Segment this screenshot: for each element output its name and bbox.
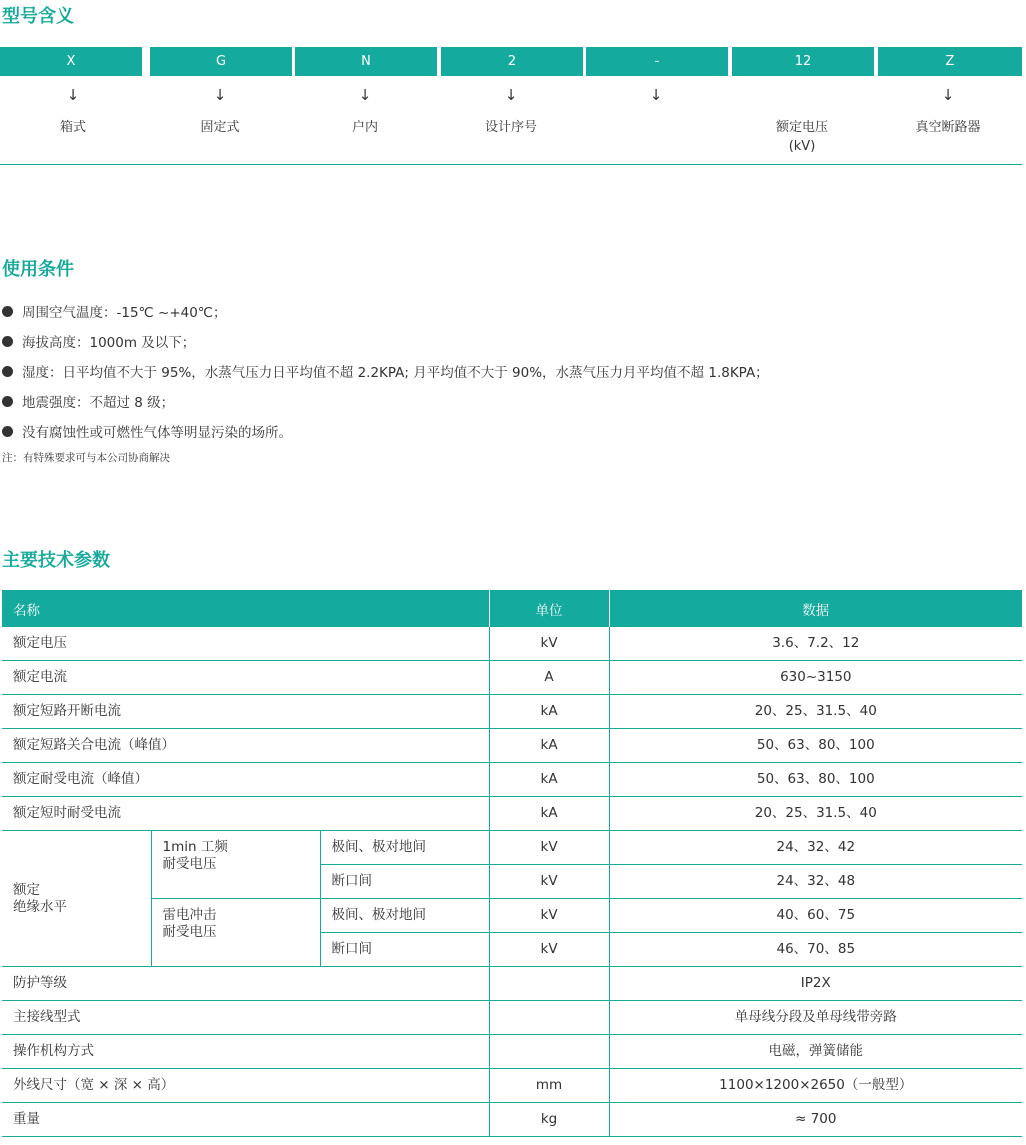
table-row <box>2 1103 1022 1137</box>
param-name: 额定耐受电流（峰值） <box>2 763 489 797</box>
list-item: 没有腐蚀性或可燃性气体等明显污染的场所。 <box>2 416 769 446</box>
table-row <box>2 797 1022 831</box>
param-value: 单母线分段及单母线带旁路 <box>609 1001 1022 1035</box>
param-value: 电磁，弹簧储能 <box>609 1035 1022 1069</box>
param-unit: kA <box>489 695 609 729</box>
model-code-cell: 2 <box>441 47 583 76</box>
param-name: 断口间 <box>320 865 489 899</box>
table-row <box>2 899 1022 933</box>
param-value: 24、32、42 <box>609 831 1022 865</box>
param-unit: A <box>489 661 609 695</box>
param-value: IP2X <box>609 967 1022 1001</box>
bullet-icon <box>2 336 13 347</box>
bullet-icon <box>2 426 13 437</box>
param-name: 额定电流 <box>2 661 489 695</box>
model-code-meaning: 箱式 <box>59 120 86 135</box>
list-item: 海拔高度：1000m 及以下； <box>2 326 769 356</box>
model-code-cell: 12 <box>732 47 874 76</box>
param-name: 额定短时耐受电流 <box>2 797 489 831</box>
conditions-note: 注：有特殊要求可与本公司协商解决 <box>2 452 170 464</box>
table-header-row <box>2 590 1022 627</box>
model-code-cell: Z <box>878 47 1022 76</box>
header-data: 数据 <box>609 590 1022 627</box>
table-row <box>2 627 1022 661</box>
model-code-cell: X <box>0 47 142 76</box>
param-value: 20、25、31.5、40 <box>609 695 1022 729</box>
table-row <box>2 661 1022 695</box>
header-unit: 单位 <box>489 590 609 627</box>
list-item: 周围空气温度：-15℃ ~+40℃； <box>2 296 769 326</box>
param-name: 断口间 <box>320 933 489 967</box>
model-code-meaning: 户内 <box>351 120 378 135</box>
table-row <box>2 1035 1022 1069</box>
param-name: 极间、极对地间 <box>320 831 489 865</box>
table-row <box>2 967 1022 1001</box>
down-arrow-icon: ↓ <box>213 86 227 104</box>
params-title: 主要技术参数 <box>2 550 110 571</box>
table-row <box>2 729 1022 763</box>
table-row <box>2 831 1022 865</box>
table-row <box>2 1001 1022 1035</box>
param-unit: kV <box>489 933 609 967</box>
down-arrow-icon: ↓ <box>66 86 80 104</box>
param-name: 外线尺寸（宽 × 深 × 高） <box>2 1069 489 1103</box>
model-meaning-title: 型号含义 <box>2 6 74 27</box>
param-name: 重量 <box>2 1103 489 1137</box>
param-unit <box>489 967 609 1001</box>
param-name: 额定电压 <box>2 627 489 661</box>
param-unit: kV <box>489 899 609 933</box>
param-unit <box>489 1035 609 1069</box>
param-unit <box>489 1001 609 1035</box>
param-value: 630~3150 <box>609 661 1022 695</box>
param-value: 50、63、80、100 <box>609 763 1022 797</box>
header-name: 名称 <box>2 590 489 627</box>
param-value: 24、32、48 <box>609 865 1022 899</box>
model-code-meaning: 设计序号 <box>484 120 537 135</box>
param-name: 防护等级 <box>2 967 489 1001</box>
bullet-icon <box>2 306 13 317</box>
param-unit: kA <box>489 763 609 797</box>
bullet-icon <box>2 396 13 407</box>
param-value: 1100×1200×2650（一般型） <box>609 1069 1022 1103</box>
model-code-cell: G <box>150 47 292 76</box>
param-name: 额定短路开断电流 <box>2 695 489 729</box>
model-code-meaning: 真空断路器 <box>915 120 981 135</box>
table-row <box>2 1069 1022 1103</box>
param-unit: kA <box>489 797 609 831</box>
insulation-sub-label: 1min 工频 耐受电压 <box>151 831 320 899</box>
model-code-cell: - <box>586 47 728 76</box>
model-code-meaning: 固定式 <box>200 120 240 135</box>
param-value: 20、25、31.5、40 <box>609 797 1022 831</box>
param-unit: kg <box>489 1103 609 1137</box>
param-value: 50、63、80、100 <box>609 729 1022 763</box>
bullet-icon <box>2 366 13 377</box>
down-arrow-icon: ↓ <box>504 86 518 104</box>
param-unit: kV <box>489 831 609 865</box>
table-row <box>2 763 1022 797</box>
down-arrow-icon: ↓ <box>941 86 955 104</box>
list-item: 湿度：日平均值不大于 95%，水蒸气压力日平均值不超 2.2KPA; 月平均值不大于 90%，水蒸气压力月平均值不超 1.8KPA； <box>2 356 769 386</box>
param-value: ≈ 700 <box>609 1103 1022 1137</box>
down-arrow-icon: ↓ <box>358 86 372 104</box>
down-arrow-icon: ↓ <box>649 86 663 104</box>
param-name: 主接线型式 <box>2 1001 489 1035</box>
param-value: 46、70、85 <box>609 933 1022 967</box>
param-value: 3.6、7.2、12 <box>609 627 1022 661</box>
params-table <box>2 590 1022 1137</box>
section-divider <box>0 164 1022 165</box>
param-unit: kV <box>489 865 609 899</box>
insulation-sub-label: 雷电冲击 耐受电压 <box>151 899 320 967</box>
param-unit: mm <box>489 1069 609 1103</box>
list-item: 地震强度：不超过 8 级； <box>2 386 769 416</box>
model-code-meaning: 额定电压 (kV) <box>775 120 828 154</box>
conditions-list <box>2 296 769 446</box>
param-name: 操作机构方式 <box>2 1035 489 1069</box>
insulation-group-label: 额定 绝缘水平 <box>2 831 151 967</box>
model-code-cell: N <box>295 47 437 76</box>
param-name: 极间、极对地间 <box>320 899 489 933</box>
table-row <box>2 695 1022 729</box>
param-unit: kV <box>489 627 609 661</box>
param-value: 40、60、75 <box>609 899 1022 933</box>
param-unit: kA <box>489 729 609 763</box>
conditions-title: 使用条件 <box>2 259 74 280</box>
param-name: 额定短路关合电流（峰值） <box>2 729 489 763</box>
